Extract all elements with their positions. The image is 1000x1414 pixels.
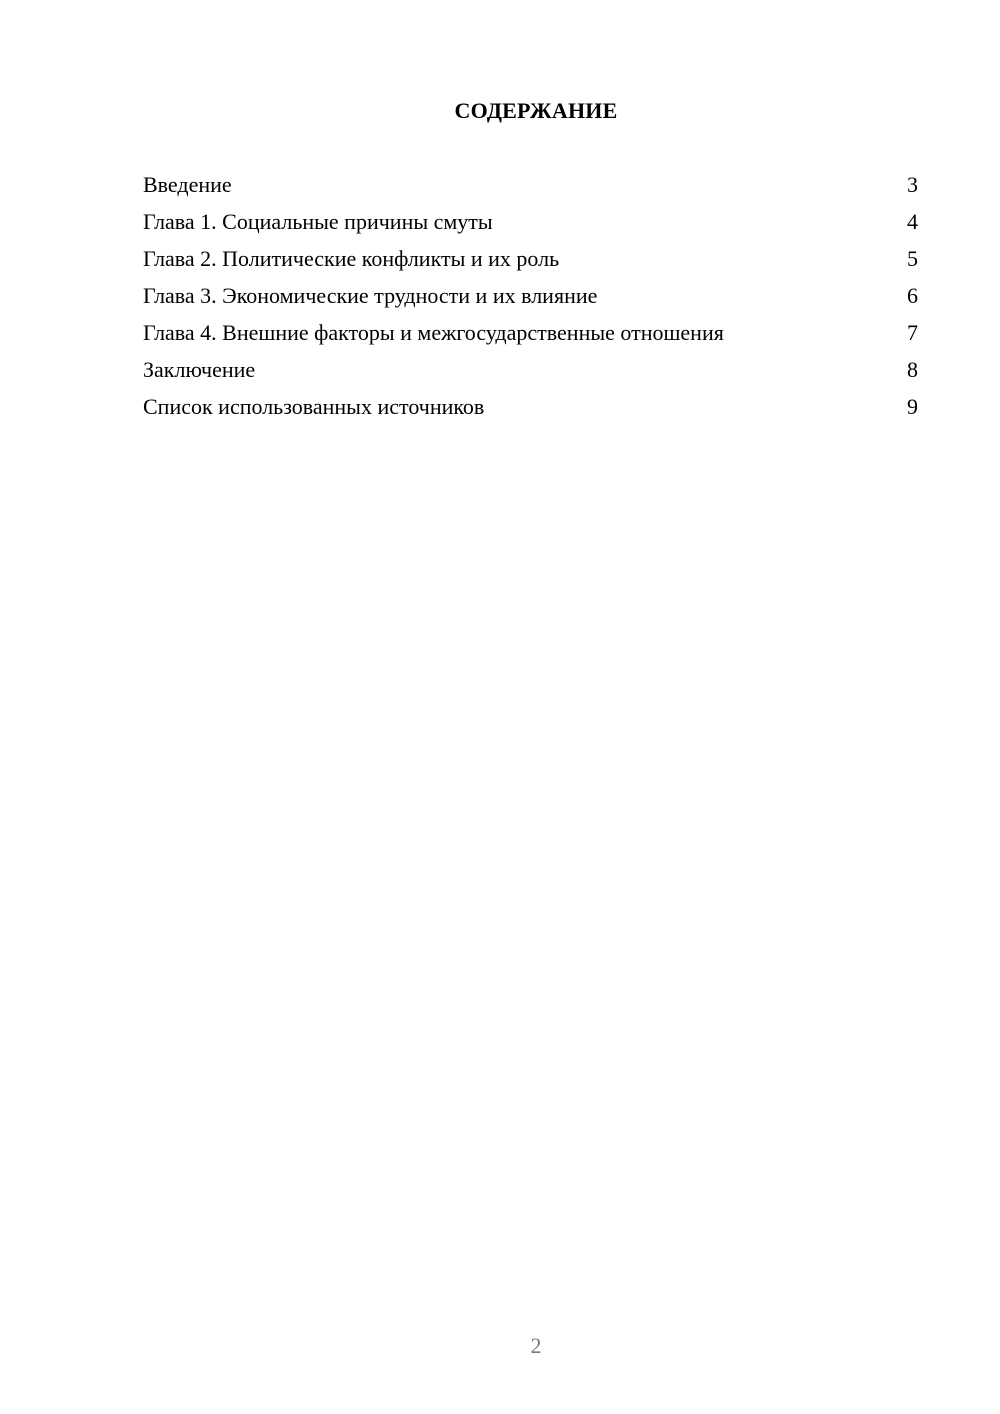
toc-entry-page: 6 (907, 283, 918, 308)
toc-entry-label: Список использованных источников (143, 394, 485, 419)
toc-entry-page: 8 (907, 357, 918, 382)
table-of-contents (143, 169, 920, 428)
toc-entry-label: Глава 2. Политические конфликты и их роль (143, 246, 560, 271)
page-title: СОДЕРЖАНИЕ (454, 98, 618, 123)
toc-entry (143, 317, 920, 354)
toc-entry (143, 206, 920, 243)
toc-entry-page: 9 (907, 394, 918, 419)
page-number: 2 (530, 1333, 542, 1358)
toc-entry-label: Заключение (143, 357, 256, 382)
toc-entry-label: Глава 3. Экономические трудности и их влияние (143, 283, 598, 308)
toc-entry-label: Введение (143, 172, 232, 197)
toc-entry-page: 4 (907, 209, 918, 234)
toc-entry (143, 169, 920, 206)
toc-entry (143, 391, 920, 428)
toc-entry (143, 243, 920, 280)
toc-entry-page: 5 (907, 246, 918, 271)
toc-entry-label: Глава 4. Внешние факторы и межгосударственные отношения (143, 320, 724, 345)
toc-entry (143, 280, 920, 317)
toc-entry-page: 7 (907, 320, 918, 345)
toc-entry-page: 3 (907, 172, 918, 197)
toc-entry (143, 354, 920, 391)
toc-entry-label: Глава 1. Социальные причины смуты (143, 209, 493, 234)
